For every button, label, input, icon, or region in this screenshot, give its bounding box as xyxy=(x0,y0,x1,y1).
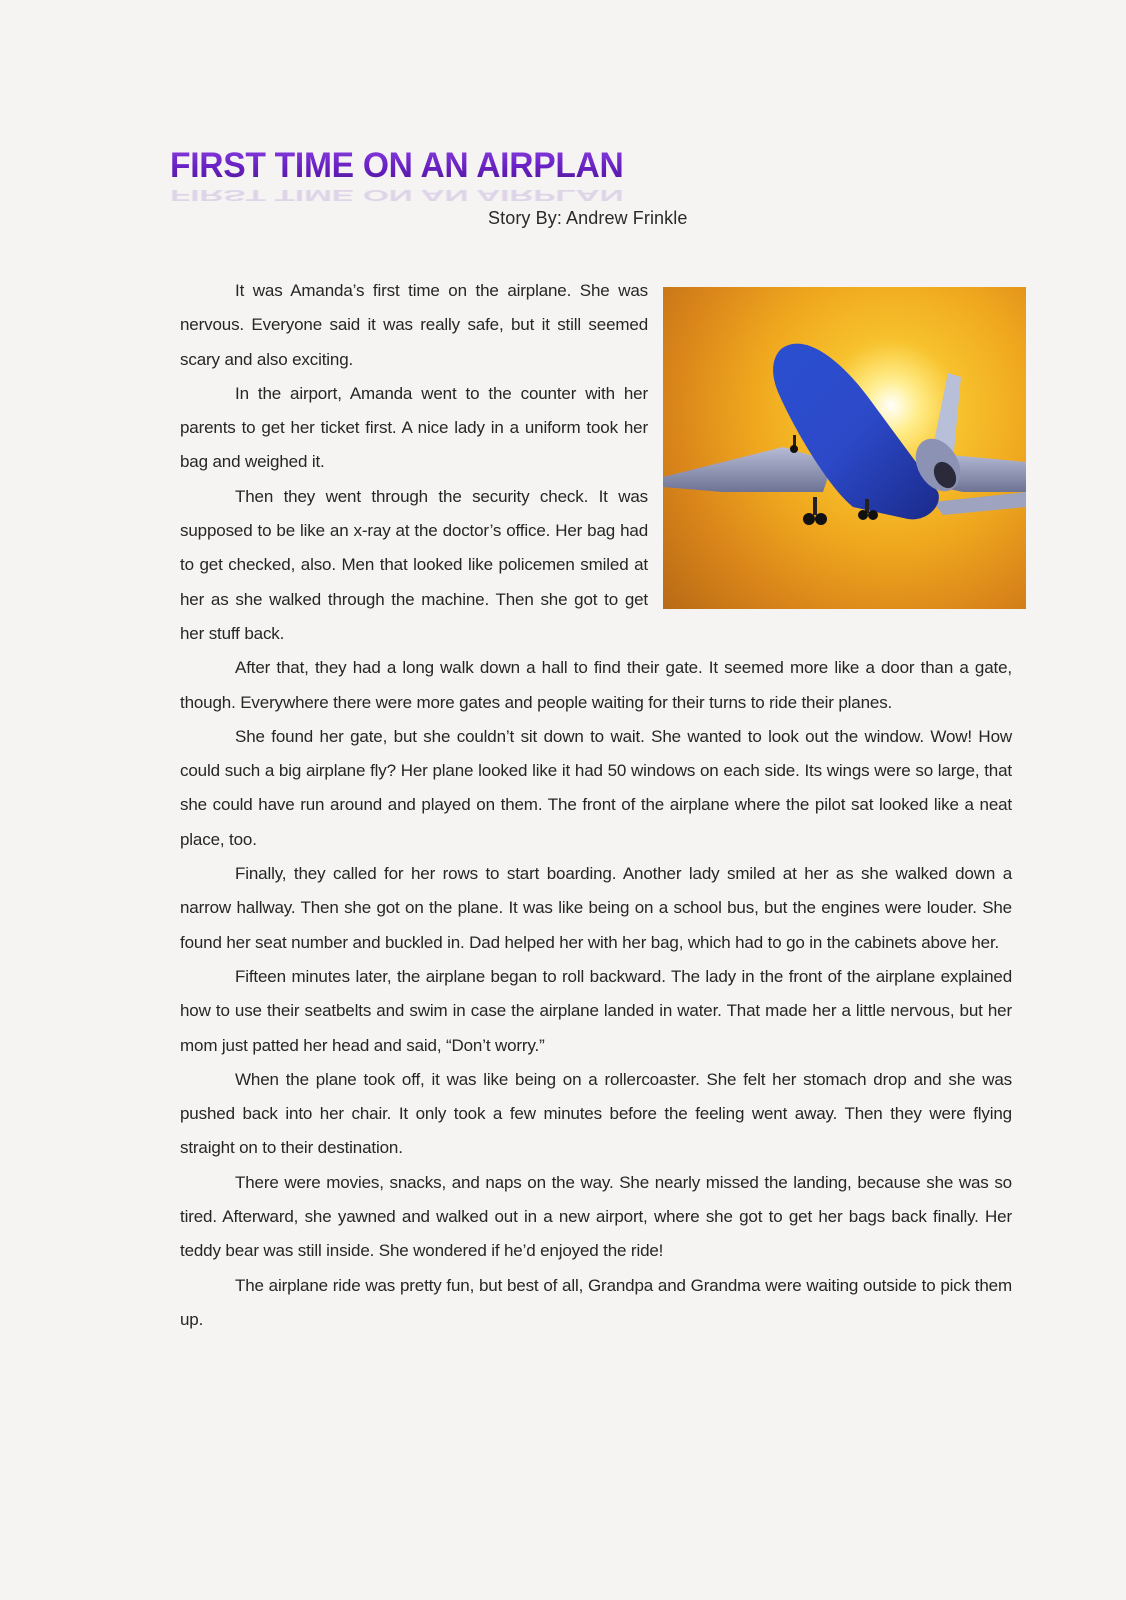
paragraph-8: When the plane took off, it was like being on a rollercoaster. She felt her stomach drop and she was pushed back into her chair. It only took a few minutes before the feeling went away. Then they were flying straight on to their destination. xyxy=(180,1069,1012,1158)
page-title: FIRST TIME ON AN AIRPLAN xyxy=(170,146,624,185)
byline: Story By: Andrew Frinkle xyxy=(488,208,688,228)
paragraph-1: It was Amanda’s first time on the airplane. She was nervous. Everyone said it was really safe, but it still seemed scary and also exciting. xyxy=(180,281,648,369)
paragraph-5: She found her gate, but she couldn’t sit down to wait. She wanted to look out the window. Wow! How could such a big airplane fly? Her plane looked like it had 50 windows on each side. Its wings were so large, that she could have run around and played on them. The front of the airplane where the pilot sat looked like a neat place, too. xyxy=(180,726,1012,849)
title-block xyxy=(170,146,642,216)
paragraph-6: Finally, they called for her rows to start boarding. Another lady smiled at her as she walked down a narrow hallway. Then she got on the plane. It was like being on a school bus, but the engines were louder. She found her seat number and buckled in. Dad helped her with her bag, which had to go in the cabinets above her. xyxy=(180,864,1012,952)
paragraph-9: There were movies, snacks, and naps on the way. She nearly missed the landing, because she was so tired. Afterward, she yawned and walked out in a new airport, where she got to get her bags back finally. Her teddy bear was still inside. She wondered if he’d enjoyed the ride! xyxy=(180,1172,1012,1261)
paragraph-10: The airplane ride was pretty fun, but best of all, Grandpa and Grandma were waiting outside to pick them up. xyxy=(180,1275,1012,1329)
story-body xyxy=(180,274,1012,1337)
wrapped-paragraphs xyxy=(180,274,1012,651)
paragraph-3: Then they went through the security check. It was supposed to be like an x-ray at the doctor’s office. Her bag had to get checked, also. Men that looked like policemen smiled at her as she walked through the machine. Then she got to get her stuff back. xyxy=(180,486,648,643)
paragraph-2: In the airport, Amanda went to the counter with her parents to get her ticket first. A nice lady in a uniform took her bag and weighed it. xyxy=(180,383,648,472)
title-reflection: FIRST TIME ON AN AIRPLAN xyxy=(170,186,624,204)
paragraph-4: After that, they had a long walk down a hall to find their gate. It seemed more like a door than a gate, though. Everywhere there were more gates and people waiting for their turns to ride their planes. xyxy=(180,658,1012,712)
paragraph-7: Fifteen minutes later, the airplane began to roll backward. The lady in the front of the airplane explained how to use their seatbelts and swim in case the airplane landed in water. That made her a little nervous, but her mom just patted her head and said, “Don’t worry.” xyxy=(180,966,1012,1055)
